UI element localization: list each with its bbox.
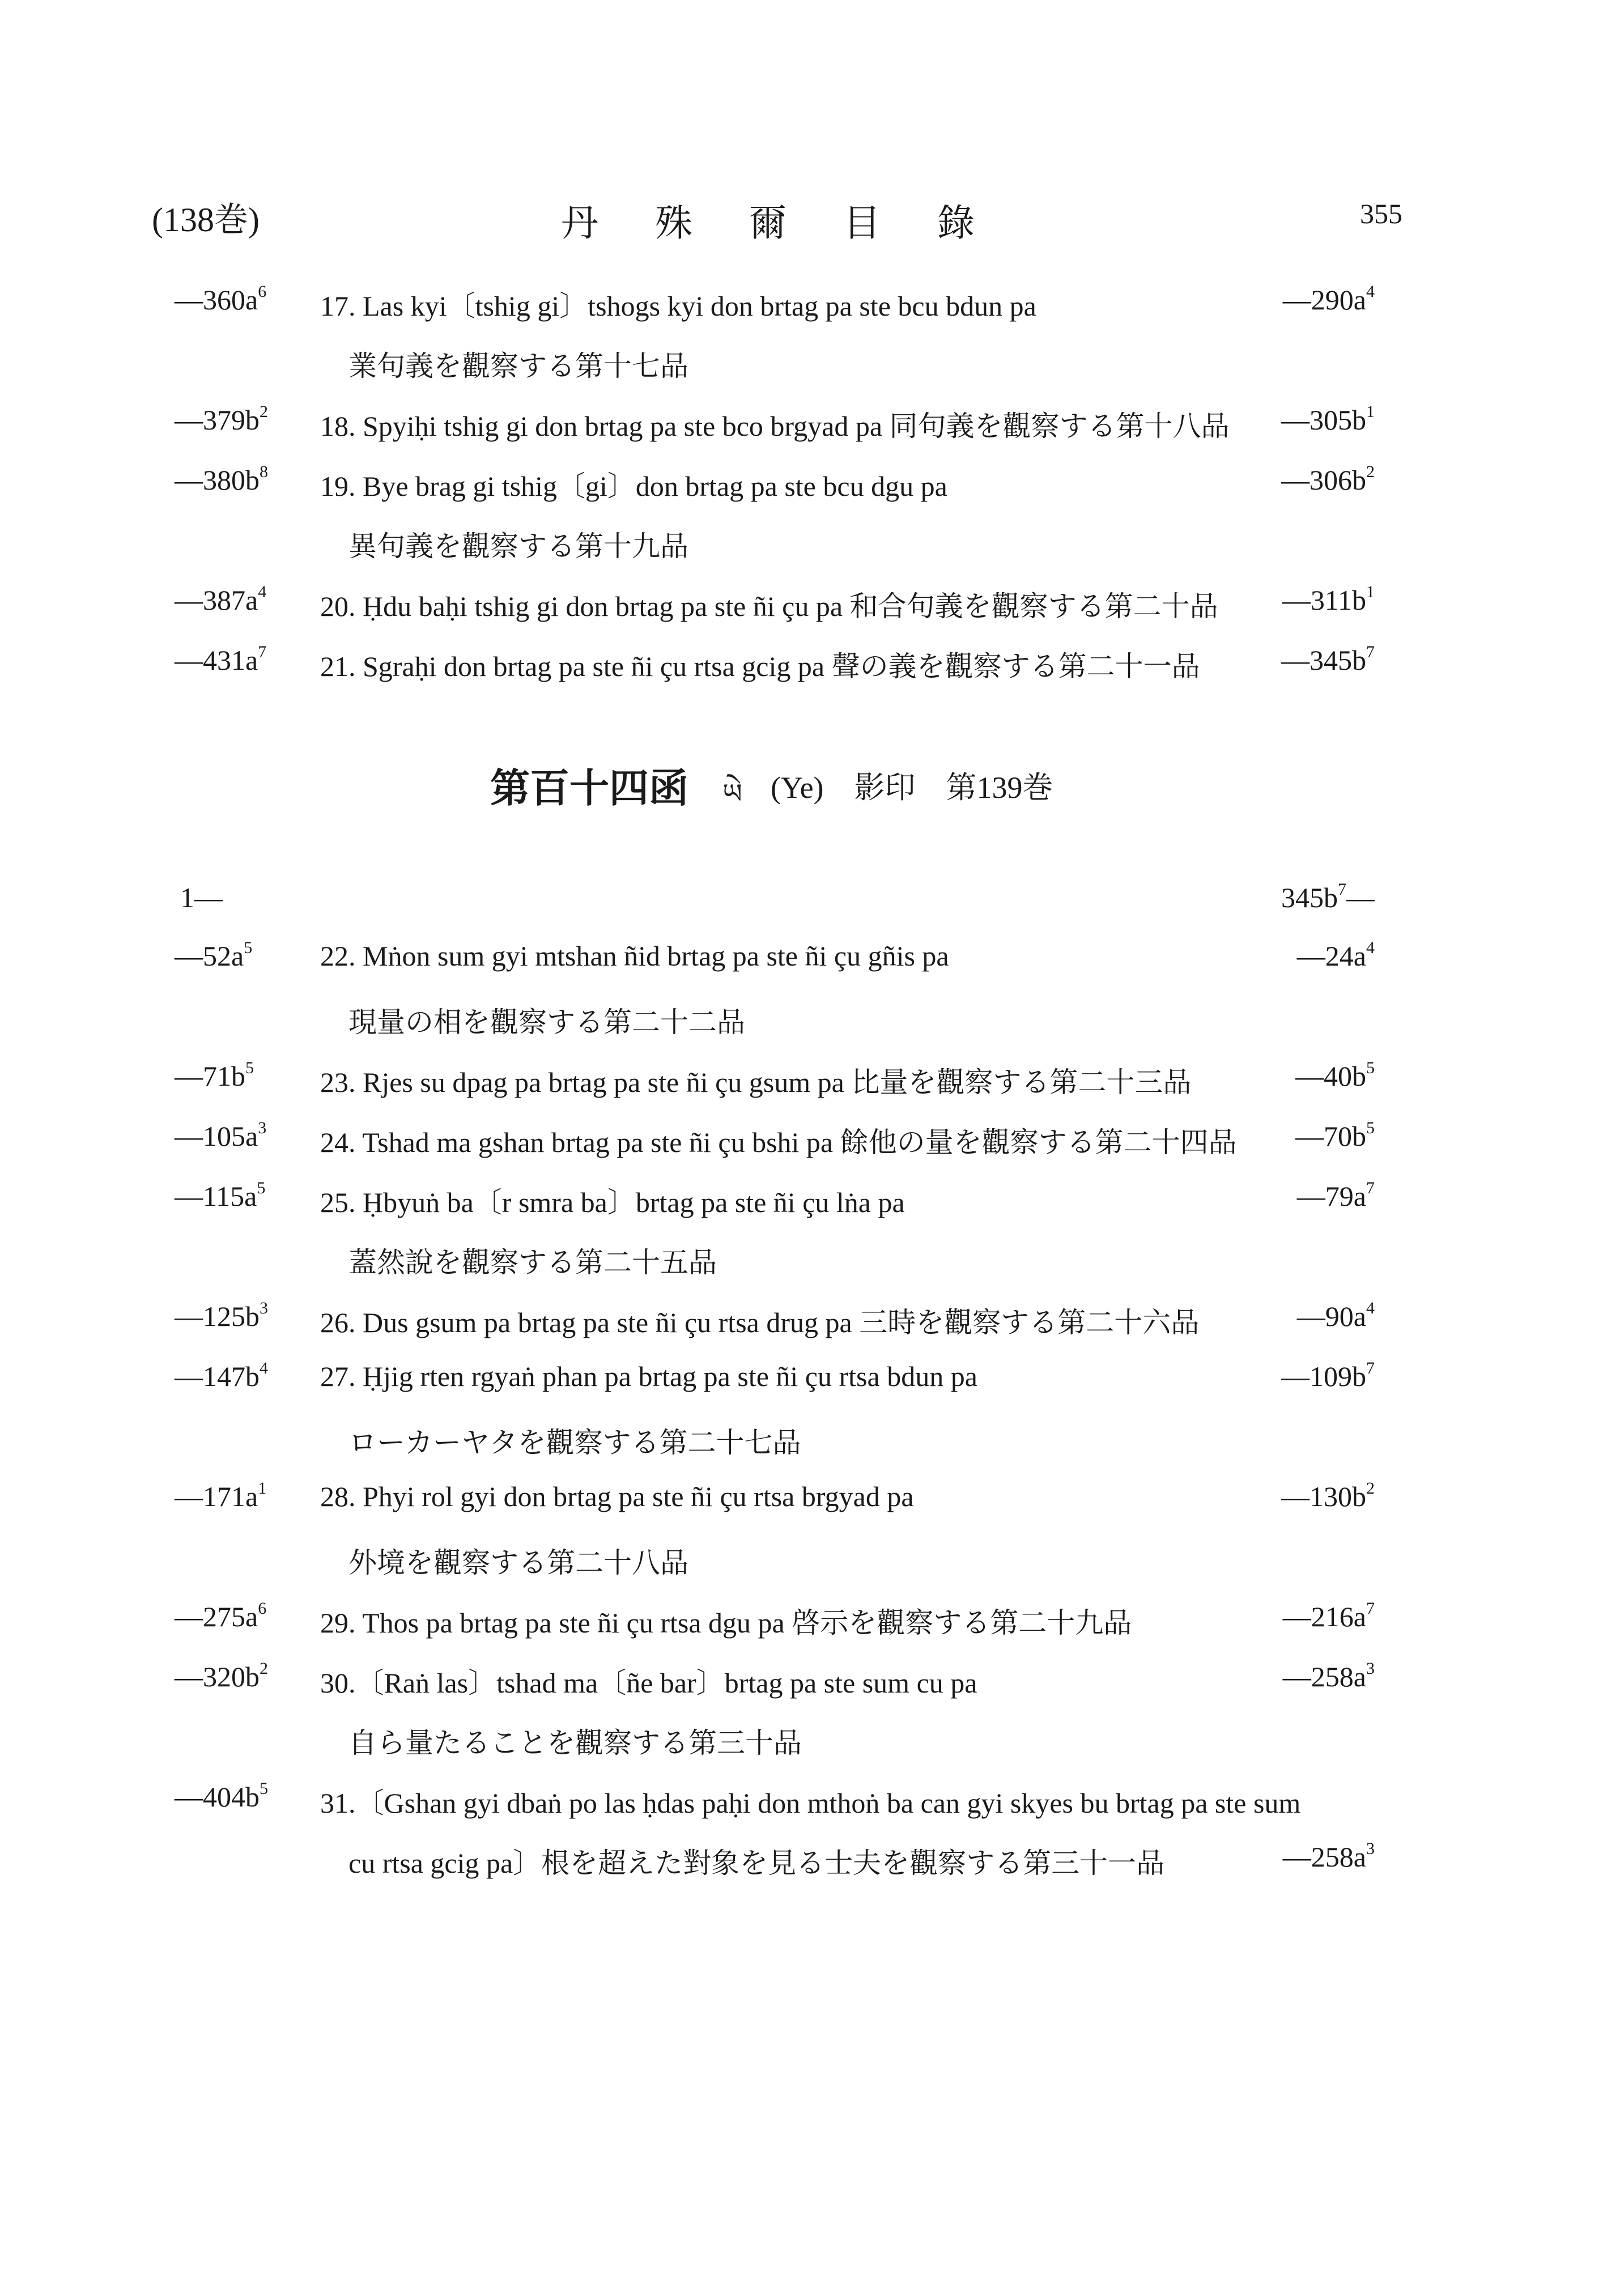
entry-start-ref (175, 464, 268, 496)
entry-start-ref-value: —379b (175, 404, 260, 436)
entry-translation: 現量の相を觀察する第二十二品 (348, 1006, 745, 1038)
entry-start-ref-value: —125b (175, 1300, 260, 1332)
entry-end-ref-sup: 2 (1366, 462, 1375, 481)
entry-end-ref-sup: 3 (1366, 1659, 1375, 1678)
entry-start-ref-sup: 8 (260, 462, 268, 481)
entry-start-ref (175, 1780, 268, 1813)
entry-start-ref-value: —115a (175, 1180, 257, 1212)
entry-end-ref (1282, 584, 1375, 616)
range-end-tail: — (1346, 882, 1375, 913)
entry-end-ref-sup: 7 (1366, 1599, 1375, 1618)
entry-start-ref-sup: 4 (260, 1359, 268, 1377)
entry-translation-line (0, 1000, 1624, 1060)
entry-translation: 自ら量たることを觀察する第三十品 (348, 1727, 802, 1759)
catalog-entry (0, 464, 1624, 584)
catalog-entry (0, 1180, 1624, 1300)
entry-start-ref-value: —71b (175, 1060, 245, 1092)
entry-start-ref (175, 1300, 268, 1333)
entry-end-ref-value: —258a (1282, 1661, 1366, 1693)
entry-translation-line (0, 1240, 1624, 1300)
entry-end-ref-sup: 1 (1366, 582, 1375, 601)
entry-start-ref-sup: 5 (260, 1779, 268, 1798)
range-line (0, 881, 1624, 926)
entry-end-ref (1297, 939, 1375, 972)
catalog-entry (0, 644, 1624, 704)
entry-title: 19. Bye brag gi tshig〔gi〕don brtag pa ste bcu dgu pa (320, 470, 947, 502)
entry-translation-line (0, 1420, 1624, 1480)
entry-start-ref (175, 1480, 266, 1513)
entry-start-ref (175, 584, 266, 616)
entry-main-line (0, 1360, 1624, 1420)
entry-end-ref-sup: 7 (1366, 1179, 1375, 1197)
entry-start-ref-value: —275a (175, 1601, 258, 1632)
entry-end-ref-value: —216a (1282, 1601, 1366, 1632)
section-tibetan-letter: ཡེ (722, 779, 742, 809)
entry-start-ref-sup: 6 (258, 1599, 267, 1618)
entry-end-ref (1281, 403, 1375, 436)
entry-end-ref-value: —306b (1281, 464, 1366, 496)
entry-start-ref (175, 1120, 266, 1153)
entry-start-ref-value: —431a (175, 644, 258, 676)
entry-start-ref-sup: 4 (258, 582, 267, 601)
entry-end-ref-sup: 4 (1366, 1299, 1375, 1317)
entry-translation-line (0, 1840, 1624, 1900)
entry-translation: cu rtsa gcig pa〕根を超えた對象を見る士夫を觀察する第三十一品 (348, 1847, 1165, 1879)
entry-start-ref-value: —404b (175, 1781, 260, 1813)
catalog-entry (0, 1780, 1624, 1900)
entry-end-ref-value: —24a (1296, 940, 1366, 972)
catalog-entry (0, 584, 1624, 644)
entry-start-ref-value: —147b (175, 1360, 260, 1392)
entry-start-ref-sup: 3 (258, 1119, 267, 1137)
entry-translation: 蓋然說を觀察する第二十五品 (348, 1247, 717, 1278)
entry-title: 30.〔Raṅ las〕tshad ma〔ñe bar〕brtag pa ste sum cu pa (320, 1667, 977, 1699)
entry-main-line (0, 1600, 1624, 1660)
entry-end-ref (1283, 1600, 1375, 1633)
page-number: 355 (1360, 198, 1402, 229)
entry-start-ref (175, 644, 266, 677)
range-end-value: 345b (1281, 882, 1338, 913)
page-header (0, 193, 1624, 244)
entry-translation-line (0, 524, 1624, 584)
entry-end-ref-value: —90a (1296, 1300, 1366, 1332)
catalog-entry (0, 1300, 1624, 1360)
entry-end-ref-sup: 3 (1366, 1839, 1375, 1858)
entry-start-ref (175, 939, 252, 972)
entry-end-ref-sup: 5 (1366, 1119, 1375, 1137)
entry-end-ref-sup: 1 (1366, 402, 1375, 421)
entry-start-ref-sup: 2 (260, 1659, 268, 1678)
entry-end-ref-value: —345b (1281, 644, 1366, 676)
entry-start-ref-value: —360a (175, 284, 258, 316)
section-subtitle: (Ye) 影印 第139巻 (771, 771, 1053, 805)
page-title: 丹殊爾目錄 (561, 203, 1031, 244)
entry-start-ref-value: —105a (175, 1120, 258, 1152)
entry-title: 28. Phyi rol gyi don brtag pa ste ñi çu rtsa brgyad pa (320, 1481, 914, 1512)
entry-end-ref-sup: 5 (1366, 1058, 1375, 1077)
entry-start-ref (175, 1180, 265, 1213)
entry-title: 25. Ḥbyuṅ ba〔r smra ba〕brtag pa ste ñi çu lṅa pa (320, 1187, 905, 1218)
entry-start-ref (175, 283, 266, 316)
entry-main-line (0, 1660, 1624, 1720)
entry-start-ref-sup: 1 (258, 1479, 267, 1498)
entry-title: 31.〔Gshan gyi dbaṅ po las ḥdas paḥi don mthoṅ ba can gyi skyes bu brtag pa ste sum (320, 1787, 1301, 1819)
entry-main-line (0, 939, 1624, 1000)
entry-main-line (0, 644, 1624, 704)
entry-main-line (0, 1180, 1624, 1240)
section-title: 第百十四函 (490, 767, 688, 811)
catalog-entry (0, 403, 1624, 464)
entry-end-ref (1283, 283, 1375, 316)
entry-end-ref (1295, 1120, 1375, 1153)
range-start: 1— (180, 882, 223, 913)
entry-start-ref-sup: 7 (258, 643, 267, 661)
range-end (1281, 881, 1375, 914)
entry-end-ref (1281, 1360, 1375, 1393)
entry-main-line (0, 1780, 1624, 1840)
entry-title: 17. Las kyi〔tshig gi〕tshogs kyi don brtag pa ste bcu bdun pa (320, 290, 1036, 322)
entry-title: 23. Rjes su dpag pa brtag pa ste ñi çu gsum pa 比量を觀察する第二十三品 (320, 1066, 1192, 1098)
entry-translation-line (0, 343, 1624, 403)
catalog-entry (0, 1060, 1624, 1120)
entry-main-line (0, 464, 1624, 524)
entry-end-ref (1281, 644, 1375, 677)
entry-start-ref (175, 403, 268, 436)
entry-main-line (0, 584, 1624, 644)
entry-end-ref-value: —258a (1282, 1841, 1366, 1873)
entry-start-ref-sup: 5 (245, 1058, 254, 1077)
entry-end-ref (1297, 1180, 1375, 1213)
entry-start-ref-value: —171a (175, 1481, 258, 1512)
entry-translation: 異句義を觀察する第十九品 (348, 530, 688, 562)
entry-title: 20. Ḥdu baḥi tshig gi don brtag pa ste ñi çu pa 和合句義を觀察する第二十品 (320, 590, 1218, 622)
entry-start-ref-value: —380b (175, 464, 260, 496)
entry-start-ref-sup: 2 (260, 402, 268, 421)
entry-title: 22. Mṅon sum gyi mtshan ñid brtag pa ste ñi çu gñis pa (320, 940, 949, 972)
entry-title: 27. Ḥjig rten rgyaṅ phan pa brtag pa ste ñi çu rtsa bdun pa (320, 1360, 977, 1392)
entry-main-line (0, 1120, 1624, 1180)
entry-end-ref-sup: 7 (1366, 643, 1375, 661)
catalog-entry (0, 283, 1624, 403)
entry-end-ref (1283, 1840, 1375, 1873)
entry-start-ref-value: —52a (175, 940, 244, 972)
entry-end-ref-value: —130b (1281, 1481, 1366, 1512)
entry-end-ref-value: —290a (1282, 284, 1366, 316)
entry-end-ref (1283, 1660, 1375, 1693)
entry-start-ref (175, 1660, 268, 1693)
entry-list-lower (0, 939, 1624, 1900)
entry-end-ref-value: —70b (1295, 1120, 1366, 1152)
entry-title: 26. Dus gsum pa brtag pa ste ñi çu rtsa drug pa 三時を觀察する第二十六品 (320, 1307, 1200, 1338)
entry-start-ref-sup: 5 (257, 1179, 266, 1197)
entry-main-line (0, 283, 1624, 343)
entry-translation: ローカーヤタを觀察する第二十七品 (348, 1427, 801, 1459)
entry-title: 29. Thos pa brtag pa ste ñi çu rtsa dgu pa 啓示を觀察する第二十九品 (320, 1607, 1132, 1639)
entry-start-ref-sup: 5 (244, 938, 253, 957)
entry-translation-line (0, 1540, 1624, 1600)
entry-end-ref (1281, 464, 1375, 496)
entry-end-ref (1297, 1300, 1375, 1333)
entry-end-ref-sup: 4 (1366, 282, 1375, 301)
entry-translation: 外境を觀察する第二十八品 (348, 1547, 688, 1579)
section-heading (0, 756, 1624, 813)
entry-end-ref-value: —109b (1281, 1360, 1366, 1392)
catalog-entry (0, 939, 1624, 1060)
entry-start-ref (175, 1360, 268, 1393)
entry-end-ref-value: —305b (1281, 404, 1366, 436)
entry-translation: 業句義を觀察する第十七品 (348, 350, 688, 382)
entry-title: 24. Tshad ma gshan brtag pa ste ñi çu bshi pa 餘他の量を觀察する第二十四品 (320, 1126, 1237, 1158)
entry-main-line (0, 1060, 1624, 1120)
entry-end-ref-value: —79a (1296, 1180, 1366, 1212)
entry-main-line (0, 1300, 1624, 1360)
catalog-entry (0, 1360, 1624, 1480)
catalog-entry (0, 1660, 1624, 1780)
entry-start-ref-value: —320b (175, 1661, 260, 1693)
entry-start-ref-sup: 6 (258, 282, 267, 301)
entry-start-ref (175, 1060, 254, 1092)
catalog-entry (0, 1480, 1624, 1600)
entry-end-ref-sup: 7 (1366, 1359, 1375, 1377)
entry-title: 18. Spyiḥi tshig gi don brtag pa ste bco brgyad pa 同句義を觀察する第十八品 (320, 410, 1230, 442)
entry-list-upper (0, 283, 1624, 704)
entry-main-line (0, 1480, 1624, 1540)
entry-start-ref-value: —387a (175, 584, 258, 616)
entry-end-ref-value: —311b (1282, 584, 1366, 616)
entry-end-ref-sup: 2 (1366, 1479, 1375, 1498)
entry-start-ref (175, 1600, 266, 1633)
entry-translation-line (0, 1720, 1624, 1780)
catalog-entry (0, 1600, 1624, 1660)
entry-main-line (0, 403, 1624, 464)
catalog-entry (0, 1120, 1624, 1180)
entry-start-ref-sup: 3 (260, 1299, 268, 1317)
entry-end-ref (1295, 1060, 1375, 1092)
volume-label: (138巻) (152, 201, 260, 239)
entry-title: 21. Sgraḥi don brtag pa ste ñi çu rtsa gcig pa 聲の義を觀察する第二十一品 (320, 650, 1200, 682)
entry-end-ref-sup: 4 (1366, 938, 1375, 957)
entry-end-ref (1281, 1480, 1375, 1513)
entry-end-ref-value: —40b (1295, 1060, 1366, 1092)
range-end-sup: 7 (1338, 880, 1346, 899)
